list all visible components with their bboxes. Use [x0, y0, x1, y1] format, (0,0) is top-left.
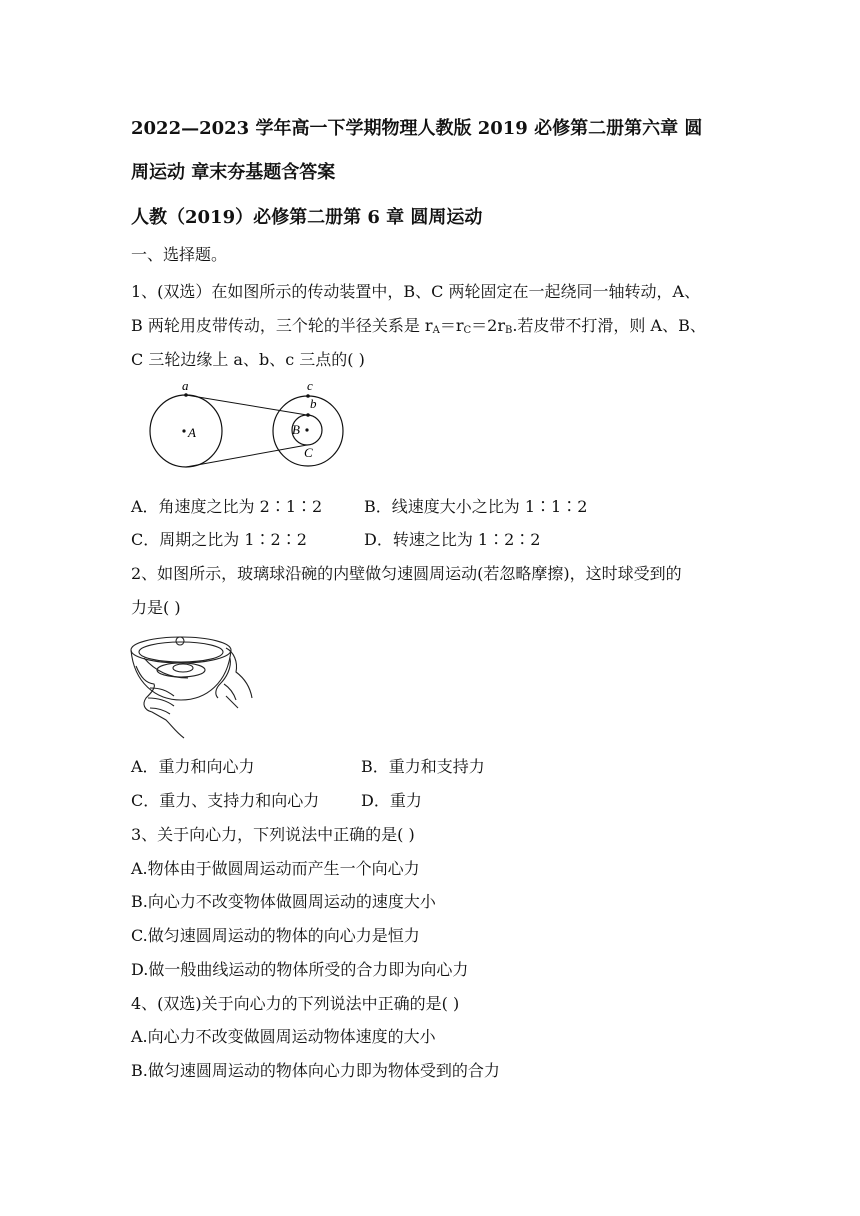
- q3-option-c: C.做匀速圆周运动的物体的向心力是恒力: [131, 926, 420, 945]
- q2-option-a: A．重力和向心力: [131, 757, 255, 776]
- q1-line1: 1、(双选）在如图所示的传动装置中，B、C 两轮固定在一起绕同一轴转动，A、: [131, 282, 701, 301]
- label-a: a: [182, 378, 189, 393]
- q4-option-a: A.向心力不改变做圆周运动物体速度的大小: [131, 1027, 436, 1046]
- doc-title-line2: 周运动 章末夯基题含答案: [131, 162, 336, 183]
- q2-line2: 力是( ): [131, 598, 181, 617]
- q3-option-d: D.做一般曲线运动的物体所受的合力即为向心力: [131, 960, 469, 979]
- q4-option-b: B.做匀速圆周运动的物体向心力即为物体受到的合力: [131, 1061, 500, 1080]
- doc-title-line1: 2022—2023 学年高一下学期物理人教版 2019 必修第二册第六章 圆: [131, 118, 703, 139]
- label-c: c: [307, 378, 313, 393]
- label-C: C: [304, 445, 313, 460]
- q2-option-c: C．重力、支持力和向心力: [131, 791, 320, 810]
- q1-option-a: A．角速度之比为 2∶1∶2: [131, 497, 323, 516]
- label-B: B: [292, 422, 300, 437]
- bowl-figure: [126, 628, 256, 746]
- q1-option-b: B．线速度大小之比为 1∶1∶2: [364, 497, 588, 516]
- pulley-figure: [140, 376, 350, 476]
- q3-option-a: A.物体由于做圆周运动而产生一个向心力: [131, 859, 420, 878]
- q2-option-d: D．重力: [361, 791, 422, 810]
- q1-option-c: C．周期之比为 1∶2∶2: [131, 530, 307, 549]
- label-b: b: [310, 396, 317, 411]
- q3-stem: 3、关于向心力，下列说法中正确的是( ): [131, 825, 415, 844]
- q1-line3: C 三轮边缘上 a、b、c 三点的( ): [131, 350, 365, 369]
- q2-line1: 2、如图所示，玻璃球沿碗的内壁做匀速圆周运动(若忽略摩擦)，这时球受到的: [131, 564, 682, 583]
- doc-subtitle: 人教（2019）必修第二册第 6 章 圆周运动: [131, 207, 483, 228]
- section-heading: 一、选择题。: [131, 245, 228, 264]
- q2-option-b: B．重力和支持力: [361, 757, 485, 776]
- q4-stem: 4、(双选)关于向心力的下列说法中正确的是( ): [131, 994, 460, 1013]
- label-A: A: [188, 425, 196, 440]
- q3-option-b: B.向心力不改变物体做圆周运动的速度大小: [131, 892, 436, 911]
- q1-line2: B 两轮用皮带传动，三个轮的半径关系是 $r_A=r_C=2r_B$.若皮带不打滑，则 A、B、: [131, 316, 706, 336]
- q1-option-d: D．转速之比为 1∶2∶2: [364, 530, 541, 549]
